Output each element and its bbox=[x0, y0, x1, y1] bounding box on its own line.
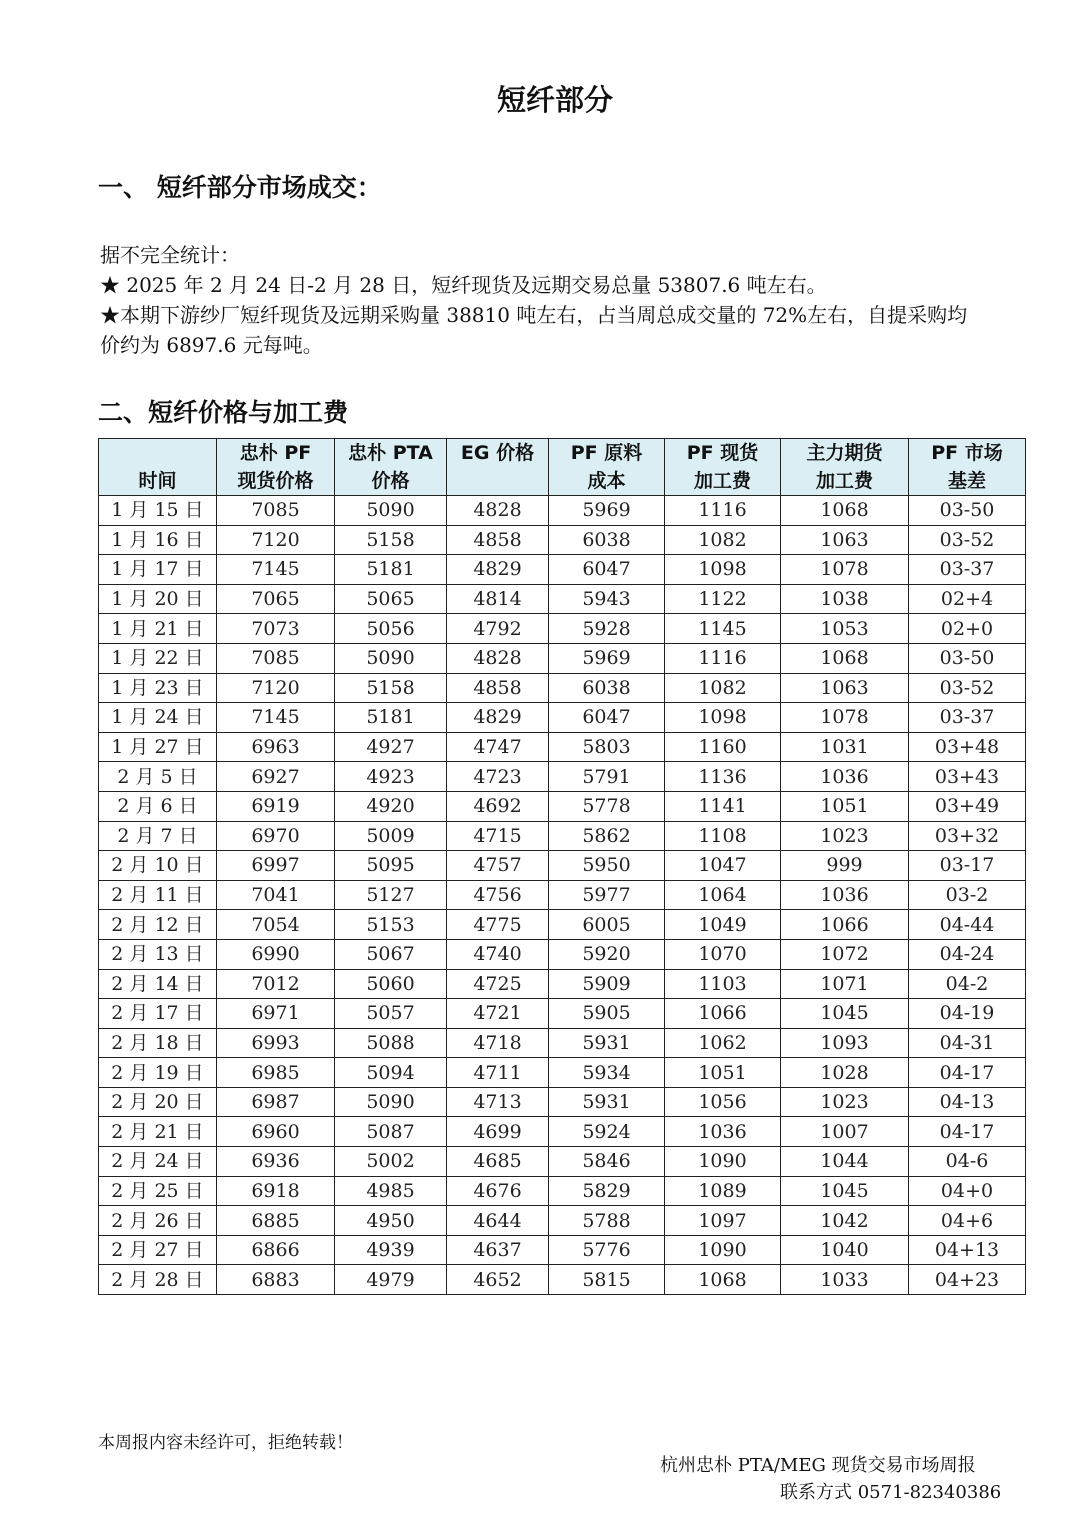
value-cell: 04-17 bbox=[909, 1117, 1026, 1147]
value-cell: 5928 bbox=[549, 614, 665, 644]
table-row bbox=[99, 496, 1026, 526]
value-cell: 7041 bbox=[217, 880, 335, 910]
value-cell: 04-31 bbox=[909, 1028, 1026, 1058]
header-pf-spot-fee: PF 现货 加工费 bbox=[665, 439, 781, 496]
value-cell: 4814 bbox=[447, 584, 549, 614]
value-cell: 5127 bbox=[335, 880, 447, 910]
copyright-note: 本周报内容未经许可，拒绝转载！ bbox=[98, 1433, 353, 1453]
value-cell: 04+13 bbox=[909, 1235, 1026, 1265]
table-row bbox=[99, 525, 1026, 555]
value-cell: 6866 bbox=[217, 1235, 335, 1265]
value-cell: 1097 bbox=[665, 1206, 781, 1236]
table-row bbox=[99, 999, 1026, 1029]
value-cell: 7073 bbox=[217, 614, 335, 644]
value-cell: 6885 bbox=[217, 1206, 335, 1236]
value-cell: 1089 bbox=[665, 1176, 781, 1206]
value-cell: 4676 bbox=[447, 1176, 549, 1206]
date-cell: 2 月 10 日 bbox=[99, 851, 217, 881]
date-cell: 2 月 11 日 bbox=[99, 880, 217, 910]
value-cell: 5181 bbox=[335, 703, 447, 733]
date-cell: 1 月 27 日 bbox=[99, 732, 217, 762]
value-cell: 04+23 bbox=[909, 1265, 1026, 1295]
value-cell: 03-2 bbox=[909, 880, 1026, 910]
footer-publisher: 杭州忠朴 PTA/MEG 现货交易市场周报 bbox=[660, 1455, 976, 1476]
value-cell: 5067 bbox=[335, 939, 447, 969]
value-cell: 6987 bbox=[217, 1087, 335, 1117]
value-cell: 04-6 bbox=[909, 1147, 1026, 1177]
value-cell: 7120 bbox=[217, 673, 335, 703]
value-cell: 1093 bbox=[781, 1028, 909, 1058]
value-cell: 1108 bbox=[665, 821, 781, 851]
value-cell: 4858 bbox=[447, 673, 549, 703]
value-cell: 4985 bbox=[335, 1176, 447, 1206]
table-row bbox=[99, 851, 1026, 881]
value-cell: 03-50 bbox=[909, 643, 1026, 673]
value-cell: 04-44 bbox=[909, 910, 1026, 940]
date-cell: 2 月 6 日 bbox=[99, 791, 217, 821]
footer bbox=[660, 1452, 1001, 1506]
value-cell: 4792 bbox=[447, 614, 549, 644]
value-cell: 1103 bbox=[665, 969, 781, 999]
header-time: 时间 bbox=[99, 439, 217, 496]
value-cell: 7145 bbox=[217, 555, 335, 585]
value-cell: 6883 bbox=[217, 1265, 335, 1295]
value-cell: 6918 bbox=[217, 1176, 335, 1206]
value-cell: 6005 bbox=[549, 910, 665, 940]
date-cell: 2 月 21 日 bbox=[99, 1117, 217, 1147]
value-cell: 4829 bbox=[447, 555, 549, 585]
date-cell: 2 月 17 日 bbox=[99, 999, 217, 1029]
value-cell: 1082 bbox=[665, 673, 781, 703]
value-cell: 1116 bbox=[665, 643, 781, 673]
price-table bbox=[98, 438, 1026, 1295]
value-cell: 1049 bbox=[665, 910, 781, 940]
date-cell: 2 月 20 日 bbox=[99, 1087, 217, 1117]
value-cell: 4715 bbox=[447, 821, 549, 851]
value-cell: 4939 bbox=[335, 1235, 447, 1265]
value-cell: 5090 bbox=[335, 496, 447, 526]
value-cell: 1068 bbox=[781, 496, 909, 526]
value-cell: 1066 bbox=[665, 999, 781, 1029]
value-cell: 4685 bbox=[447, 1147, 549, 1177]
date-cell: 1 月 23 日 bbox=[99, 673, 217, 703]
value-cell: 02+4 bbox=[909, 584, 1026, 614]
date-cell: 2 月 24 日 bbox=[99, 1147, 217, 1177]
value-cell: 7120 bbox=[217, 525, 335, 555]
value-cell: 6038 bbox=[549, 525, 665, 555]
value-cell: 03-17 bbox=[909, 851, 1026, 881]
value-cell: 1116 bbox=[665, 496, 781, 526]
value-cell: 5905 bbox=[549, 999, 665, 1029]
value-cell: 4828 bbox=[447, 496, 549, 526]
value-cell: 4740 bbox=[447, 939, 549, 969]
value-cell: 6990 bbox=[217, 939, 335, 969]
section1-heading: 一、 短纤部分市场成交： bbox=[98, 173, 382, 202]
value-cell: 4723 bbox=[447, 762, 549, 792]
date-cell: 2 月 7 日 bbox=[99, 821, 217, 851]
value-cell: 5060 bbox=[335, 969, 447, 999]
value-cell: 1072 bbox=[781, 939, 909, 969]
value-cell: 1040 bbox=[781, 1235, 909, 1265]
value-cell: 5791 bbox=[549, 762, 665, 792]
value-cell: 4979 bbox=[335, 1265, 447, 1295]
value-cell: 03-52 bbox=[909, 673, 1026, 703]
value-cell: 4756 bbox=[447, 880, 549, 910]
value-cell: 1062 bbox=[665, 1028, 781, 1058]
value-cell: 5088 bbox=[335, 1028, 447, 1058]
value-cell: 5815 bbox=[549, 1265, 665, 1295]
date-cell: 1 月 24 日 bbox=[99, 703, 217, 733]
value-cell: 1078 bbox=[781, 555, 909, 585]
value-cell: 03-37 bbox=[909, 703, 1026, 733]
value-cell: 4920 bbox=[335, 791, 447, 821]
value-cell: 6936 bbox=[217, 1147, 335, 1177]
value-cell: 4829 bbox=[447, 703, 549, 733]
header-pf-material-cost: PF 原料 成本 bbox=[549, 439, 665, 496]
value-cell: 4923 bbox=[335, 762, 447, 792]
value-cell: 5969 bbox=[549, 643, 665, 673]
value-cell: 02+0 bbox=[909, 614, 1026, 644]
table-row bbox=[99, 555, 1026, 585]
value-cell: 04+6 bbox=[909, 1206, 1026, 1236]
table-body bbox=[99, 496, 1026, 1295]
value-cell: 1090 bbox=[665, 1235, 781, 1265]
value-cell: 1051 bbox=[781, 791, 909, 821]
value-cell: 5181 bbox=[335, 555, 447, 585]
value-cell: 1044 bbox=[781, 1147, 909, 1177]
value-cell: 6970 bbox=[217, 821, 335, 851]
value-cell: 5090 bbox=[335, 643, 447, 673]
value-cell: 1053 bbox=[781, 614, 909, 644]
value-cell: 5931 bbox=[549, 1028, 665, 1058]
value-cell: 03+43 bbox=[909, 762, 1026, 792]
table-row bbox=[99, 939, 1026, 969]
date-cell: 1 月 20 日 bbox=[99, 584, 217, 614]
value-cell: 1098 bbox=[665, 703, 781, 733]
value-cell: 1066 bbox=[781, 910, 909, 940]
date-cell: 2 月 14 日 bbox=[99, 969, 217, 999]
date-cell: 1 月 17 日 bbox=[99, 555, 217, 585]
value-cell: 5788 bbox=[549, 1206, 665, 1236]
value-cell: 4950 bbox=[335, 1206, 447, 1236]
value-cell: 03+32 bbox=[909, 821, 1026, 851]
value-cell: 1045 bbox=[781, 1176, 909, 1206]
value-cell: 1078 bbox=[781, 703, 909, 733]
value-cell: 1145 bbox=[665, 614, 781, 644]
value-cell: 6997 bbox=[217, 851, 335, 881]
table-row bbox=[99, 673, 1026, 703]
value-cell: 1007 bbox=[781, 1117, 909, 1147]
date-cell: 2 月 13 日 bbox=[99, 939, 217, 969]
value-cell: 04+0 bbox=[909, 1176, 1026, 1206]
value-cell: 5969 bbox=[549, 496, 665, 526]
table-row bbox=[99, 1087, 1026, 1117]
date-cell: 1 月 21 日 bbox=[99, 614, 217, 644]
date-cell: 2 月 12 日 bbox=[99, 910, 217, 940]
value-cell: 5931 bbox=[549, 1087, 665, 1117]
value-cell: 5909 bbox=[549, 969, 665, 999]
value-cell: 4721 bbox=[447, 999, 549, 1029]
value-cell: 6927 bbox=[217, 762, 335, 792]
table-row bbox=[99, 1176, 1026, 1206]
page-title: 短纤部分 bbox=[496, 83, 613, 117]
value-cell: 1136 bbox=[665, 762, 781, 792]
value-cell: 1070 bbox=[665, 939, 781, 969]
value-cell: 4637 bbox=[447, 1235, 549, 1265]
value-cell: 1063 bbox=[781, 673, 909, 703]
value-cell: 6993 bbox=[217, 1028, 335, 1058]
value-cell: 5846 bbox=[549, 1147, 665, 1177]
value-cell: 7145 bbox=[217, 703, 335, 733]
value-cell: 4747 bbox=[447, 732, 549, 762]
value-cell: 4711 bbox=[447, 1058, 549, 1088]
stats-block bbox=[100, 240, 1030, 360]
value-cell: 7012 bbox=[217, 969, 335, 999]
value-cell: 6971 bbox=[217, 999, 335, 1029]
value-cell: 6038 bbox=[549, 673, 665, 703]
value-cell: 1056 bbox=[665, 1087, 781, 1117]
date-cell: 1 月 16 日 bbox=[99, 525, 217, 555]
value-cell: 1063 bbox=[781, 525, 909, 555]
stats-line: ★本期下游纱厂短纤现货及远期采购量 38810 吨左右，占当周总成交量的 72%左右，自提采购均 bbox=[100, 303, 968, 327]
value-cell: 04-19 bbox=[909, 999, 1026, 1029]
value-cell: 5158 bbox=[335, 673, 447, 703]
value-cell: 5158 bbox=[335, 525, 447, 555]
value-cell: 4927 bbox=[335, 732, 447, 762]
value-cell: 4828 bbox=[447, 643, 549, 673]
table-row bbox=[99, 1028, 1026, 1058]
table-row bbox=[99, 703, 1026, 733]
value-cell: 5778 bbox=[549, 791, 665, 821]
value-cell: 4725 bbox=[447, 969, 549, 999]
value-cell: 1028 bbox=[781, 1058, 909, 1088]
value-cell: 5002 bbox=[335, 1147, 447, 1177]
value-cell: 1064 bbox=[665, 880, 781, 910]
value-cell: 5803 bbox=[549, 732, 665, 762]
table-row bbox=[99, 614, 1026, 644]
value-cell: 5056 bbox=[335, 614, 447, 644]
table-row bbox=[99, 1235, 1026, 1265]
table-row bbox=[99, 762, 1026, 792]
table-row bbox=[99, 1265, 1026, 1295]
value-cell: 1071 bbox=[781, 969, 909, 999]
value-cell: 1031 bbox=[781, 732, 909, 762]
value-cell: 1047 bbox=[665, 851, 781, 881]
value-cell: 1082 bbox=[665, 525, 781, 555]
date-cell: 2 月 28 日 bbox=[99, 1265, 217, 1295]
value-cell: 7054 bbox=[217, 910, 335, 940]
header-pf-spot-price: 忠朴 PF 现货价格 bbox=[217, 439, 335, 496]
value-cell: 6960 bbox=[217, 1117, 335, 1147]
value-cell: 1038 bbox=[781, 584, 909, 614]
value-cell: 5090 bbox=[335, 1087, 447, 1117]
value-cell: 6985 bbox=[217, 1058, 335, 1088]
value-cell: 5094 bbox=[335, 1058, 447, 1088]
value-cell: 1141 bbox=[665, 791, 781, 821]
value-cell: 1042 bbox=[781, 1206, 909, 1236]
value-cell: 6963 bbox=[217, 732, 335, 762]
value-cell: 1090 bbox=[665, 1147, 781, 1177]
value-cell: 4713 bbox=[447, 1087, 549, 1117]
value-cell: 5829 bbox=[549, 1176, 665, 1206]
table-row bbox=[99, 1206, 1026, 1236]
value-cell: 04-2 bbox=[909, 969, 1026, 999]
footer-contact: 联系方式 0571-82340386 bbox=[780, 1482, 1002, 1503]
date-cell: 1 月 15 日 bbox=[99, 496, 217, 526]
table-row bbox=[99, 732, 1026, 762]
value-cell: 03+49 bbox=[909, 791, 1026, 821]
date-cell: 1 月 22 日 bbox=[99, 643, 217, 673]
value-cell: 6919 bbox=[217, 791, 335, 821]
value-cell: 1033 bbox=[781, 1265, 909, 1295]
table-row bbox=[99, 1147, 1026, 1177]
table-row bbox=[99, 1058, 1026, 1088]
section2-heading: 二、短纤价格与加工费 bbox=[98, 398, 349, 427]
value-cell: 03-52 bbox=[909, 525, 1026, 555]
value-cell: 999 bbox=[781, 851, 909, 881]
value-cell: 1068 bbox=[665, 1265, 781, 1295]
table-row bbox=[99, 821, 1026, 851]
stats-line: ★ 2025 年 2 月 24 日-2 月 28 日，短纤现货及远期交易总量 53807.6 吨左右。 bbox=[100, 273, 827, 297]
value-cell: 4644 bbox=[447, 1206, 549, 1236]
date-cell: 2 月 19 日 bbox=[99, 1058, 217, 1088]
stats-line: 据不完全统计： bbox=[100, 243, 240, 267]
table-header-row bbox=[99, 439, 1026, 496]
stats-line: 价约为 6897.6 元每吨。 bbox=[100, 333, 323, 357]
value-cell: 4718 bbox=[447, 1028, 549, 1058]
value-cell: 5153 bbox=[335, 910, 447, 940]
value-cell: 6047 bbox=[549, 555, 665, 585]
value-cell: 4858 bbox=[447, 525, 549, 555]
value-cell: 4652 bbox=[447, 1265, 549, 1295]
value-cell: 5065 bbox=[335, 584, 447, 614]
value-cell: 1068 bbox=[781, 643, 909, 673]
table-row bbox=[99, 910, 1026, 940]
value-cell: 6047 bbox=[549, 703, 665, 733]
value-cell: 5920 bbox=[549, 939, 665, 969]
date-cell: 2 月 25 日 bbox=[99, 1176, 217, 1206]
value-cell: 1036 bbox=[781, 762, 909, 792]
value-cell: 5009 bbox=[335, 821, 447, 851]
table-row bbox=[99, 969, 1026, 999]
value-cell: 1045 bbox=[781, 999, 909, 1029]
value-cell: 04-17 bbox=[909, 1058, 1026, 1088]
value-cell: 5934 bbox=[549, 1058, 665, 1088]
value-cell: 03+48 bbox=[909, 732, 1026, 762]
header-eg-price: EG 价格 bbox=[447, 439, 549, 496]
table-row bbox=[99, 880, 1026, 910]
value-cell: 1051 bbox=[665, 1058, 781, 1088]
header-pta-price: 忠朴 PTA 价格 bbox=[335, 439, 447, 496]
table-row bbox=[99, 584, 1026, 614]
table-row bbox=[99, 643, 1026, 673]
value-cell: 7065 bbox=[217, 584, 335, 614]
value-cell: 7085 bbox=[217, 496, 335, 526]
value-cell: 4699 bbox=[447, 1117, 549, 1147]
value-cell: 04-13 bbox=[909, 1087, 1026, 1117]
value-cell: 1098 bbox=[665, 555, 781, 585]
value-cell: 4757 bbox=[447, 851, 549, 881]
value-cell: 1023 bbox=[781, 1087, 909, 1117]
table-row bbox=[99, 791, 1026, 821]
value-cell: 5095 bbox=[335, 851, 447, 881]
value-cell: 5776 bbox=[549, 1235, 665, 1265]
value-cell: 5862 bbox=[549, 821, 665, 851]
value-cell: 1122 bbox=[665, 584, 781, 614]
date-cell: 2 月 5 日 bbox=[99, 762, 217, 792]
value-cell: 4692 bbox=[447, 791, 549, 821]
value-cell: 5943 bbox=[549, 584, 665, 614]
date-cell: 2 月 27 日 bbox=[99, 1235, 217, 1265]
value-cell: 03-37 bbox=[909, 555, 1026, 585]
value-cell: 5950 bbox=[549, 851, 665, 881]
value-cell: 1160 bbox=[665, 732, 781, 762]
header-pf-basis: PF 市场 基差 bbox=[909, 439, 1026, 496]
date-cell: 2 月 26 日 bbox=[99, 1206, 217, 1236]
value-cell: 5924 bbox=[549, 1117, 665, 1147]
value-cell: 5087 bbox=[335, 1117, 447, 1147]
value-cell: 04-24 bbox=[909, 939, 1026, 969]
value-cell: 5977 bbox=[549, 880, 665, 910]
table-row bbox=[99, 1117, 1026, 1147]
value-cell: 1036 bbox=[665, 1117, 781, 1147]
value-cell: 03-50 bbox=[909, 496, 1026, 526]
value-cell: 5057 bbox=[335, 999, 447, 1029]
value-cell: 1036 bbox=[781, 880, 909, 910]
value-cell: 4775 bbox=[447, 910, 549, 940]
date-cell: 2 月 18 日 bbox=[99, 1028, 217, 1058]
header-futures-fee: 主力期货 加工费 bbox=[781, 439, 909, 496]
value-cell: 7085 bbox=[217, 643, 335, 673]
value-cell: 1023 bbox=[781, 821, 909, 851]
